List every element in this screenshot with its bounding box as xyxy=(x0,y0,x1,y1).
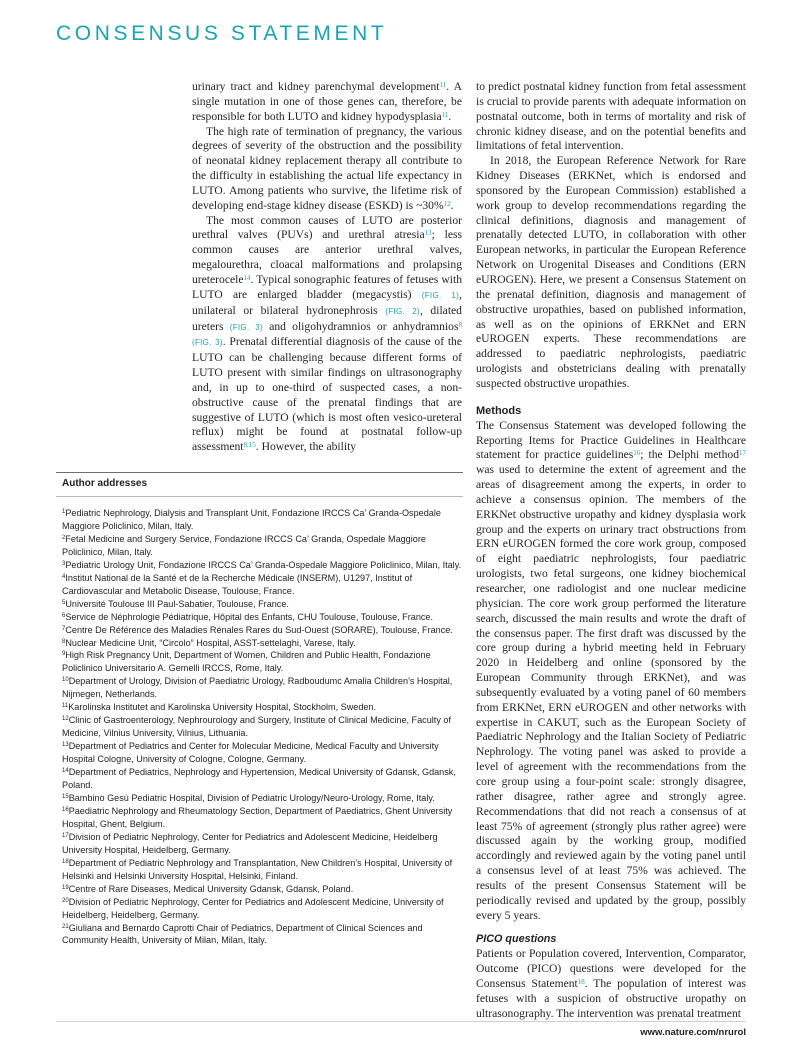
author-address-item xyxy=(62,598,463,611)
subsection-heading: PICO questions xyxy=(476,933,557,946)
affiliation-text: Giuliana and Bernardo Caprotti Chair of Pediatrics, Department of Clinical Sciences and Community Health, University of Milan, Milan, Italy. xyxy=(62,922,423,946)
affiliation-number: 19 xyxy=(62,884,69,891)
text-run: The high rate of termination of pregnancy, the various degrees of severity of the obstruction and the possibility of neonatal kidney replacement therapy all contribute to the difficulty in establishing the actual life expectancy in LUTO. Among patients who survive, the lifetime risk of developing end-stage kidney disease (ESKD) is ~30% xyxy=(192,124,462,212)
author-address-item xyxy=(62,740,463,766)
text-run: to predict postnatal kidney function from fetal assessment is crucial to provide parents with adequate information on postnatal outcome, both in terms of mortality and risk of chronic kidney disease, and on the potential benefits and limitations of fetal intervention. xyxy=(476,80,746,153)
affiliation-text: Karolinska Institutet and Karolinska University Hospital, Stockholm, Sweden. xyxy=(68,702,377,713)
affiliation-text: Fetal Medicine and Surgery Service, Fondazione IRCCS Ca’ Granda, Ospedale Maggiore Policlinico, Milan, Italy. xyxy=(62,533,426,557)
body-paragraph xyxy=(192,125,462,214)
author-address-item xyxy=(62,805,463,831)
citation-ref: 8,15 xyxy=(243,441,256,450)
citation-ref: 16 xyxy=(633,449,641,458)
author-address-item xyxy=(62,701,463,714)
citation-ref: 13 xyxy=(424,229,432,238)
body-paragraph xyxy=(476,154,746,392)
affiliation-text: Department of Pediatrics, Nephrology and Hypertension, Medical University of Gdansk, Gdansk, Poland. xyxy=(62,767,456,791)
box-title-rule xyxy=(56,496,463,497)
figure-ref: (FIG. 3) xyxy=(229,322,264,332)
affiliation-text: Centre of Rare Diseases, Medical University Gdansk, Gdansk, Poland. xyxy=(68,883,354,894)
author-address-item xyxy=(62,507,463,533)
citation-ref: 18 xyxy=(577,978,585,987)
affiliation-text: Department of Pediatrics and Center for Molecular Medicine, Medical Faculty and University Hospital Cologne, University of Cologne, Cologne, Germany. xyxy=(62,741,439,765)
body-paragraph xyxy=(192,80,462,125)
citation-ref: 11 xyxy=(439,81,447,89)
author-address-item xyxy=(62,559,463,572)
affiliation-number: 6 xyxy=(62,612,66,619)
author-address-item xyxy=(62,831,463,857)
affiliation-number: 21 xyxy=(62,923,69,930)
affiliation-text: Institut National de la Santé et de la Recherche Médicale (INSERM), U1297, Institut of Cardiovascular and Metabolic Disease, Toulouse, France. xyxy=(62,572,413,596)
affiliation-number: 10 xyxy=(62,677,69,684)
footer-rule xyxy=(56,1021,746,1022)
citation-ref: 14 xyxy=(243,273,251,282)
affiliation-number: 20 xyxy=(62,897,69,904)
author-address-item xyxy=(62,883,463,896)
author-address-item xyxy=(62,611,463,624)
affiliation-number: 14 xyxy=(62,768,69,775)
affiliation-number: 15 xyxy=(62,793,69,800)
affiliation-text: Division of Pediatric Nephrology, Center for Pediatrics and Adolescent Medicine, Heidelberg University Hospital, Heidelberg, Germany. xyxy=(62,831,438,855)
text-run: The most common causes of LUTO are posterior urethral valves (PUVs) and urethral atresia xyxy=(192,213,462,242)
affiliation-number: 9 xyxy=(62,651,66,658)
body-column-middle xyxy=(192,80,462,455)
text-run: ; less common causes are anterior urethral valves, megalourethra, cloacal malformations and prolapsing ureterocele xyxy=(192,228,462,286)
body-paragraph xyxy=(476,80,746,154)
author-address-item xyxy=(62,649,463,675)
journal-url: www.nature.com/nrurol xyxy=(640,1027,746,1038)
affiliation-text: Université Toulouse III Paul-Sabatier, Toulouse, France. xyxy=(65,598,289,609)
affiliation-number: 8 xyxy=(62,638,66,645)
text-run: urinary tract and kidney parenchymal development xyxy=(192,80,440,93)
affiliation-text: Division of Pediatric Nephrology, Center for Pediatrics and Adolescent Medicine, University of Heidelberg, Heidelberg, Germany. xyxy=(62,896,444,920)
author-address-item xyxy=(62,922,463,948)
text-run: . xyxy=(448,109,452,123)
affiliation-number: 3 xyxy=(62,560,66,567)
affiliation-number: 16 xyxy=(62,806,69,813)
citation-ref: 11 xyxy=(441,110,449,119)
figure-ref: (FIG. 2) xyxy=(385,306,420,316)
text-run: . Typical sonographic features of fetuses with LUTO are enlarged bladder (megacystis) xyxy=(192,272,462,301)
affiliation-number: 2 xyxy=(62,534,66,541)
author-address-item xyxy=(62,572,463,598)
author-address-item xyxy=(62,896,463,922)
affiliation-number: 7 xyxy=(62,625,66,632)
text-run: . However, the ability xyxy=(255,440,357,454)
author-address-list xyxy=(62,507,463,947)
body-paragraph xyxy=(476,419,746,924)
body-paragraph xyxy=(476,947,746,1021)
affiliation-number: 13 xyxy=(62,742,69,749)
text-run: . Prenatal differential diagnosis of the cause of the LUTO can be challenging because different forms of LUTO present with similar findings on ultrasonography and, in up to one-third of suspected cases, a non-obstructive cause of the prenatal findings that are suggestive of LUTO (which is most often vesico-ureteral reflux) might be found at postnatal follow-up assessment xyxy=(192,335,462,454)
affiliation-number: 4 xyxy=(62,573,66,580)
author-address-item xyxy=(62,792,463,805)
author-addresses-box xyxy=(56,472,463,947)
affiliation-number: 12 xyxy=(62,716,69,723)
affiliation-text: Pediatric Nephrology, Dialysis and Transplant Unit, Fondazione IRCCS Ca’ Granda-Ospedale Maggiore Policlinico, Milan, Italy. xyxy=(62,508,441,531)
affiliation-number: 11 xyxy=(62,703,69,710)
text-run: . The population of interest was fetuses with a suspicion of obstructive uropathy on ultrasonography. The intervention was prenatal treatment xyxy=(476,977,747,1020)
text-run: , dilated ureters xyxy=(192,303,462,333)
figure-ref: (FIG. 1) xyxy=(421,290,460,300)
section-title: CONSENSUS STATEMENT xyxy=(56,22,388,45)
text-run: In 2018, the European Reference Network for Rare Kidney Diseases (ERKNet, which is endorsed and sponsored by the European Commission) established a work group to develop recommendations regarding the clinical definitions, diagnosis and management of prenatally detected LUTO, in collaboration with other European networks, in particular the European Reference Network on Urogenital Diseases and Conditions (ERN eUROGEN). Here, we present a Consensus Statement on the prenatal definition, diagnosis and management of obstructive uropathies, based on published information, as well as on the opinions of ERKNet and ERN eUROGEN experts. These recommendations are addressed to paediatric nephrologists, paediatric urologists and obstetricians dealing with prenatally suspected obstructive uropathies. xyxy=(476,154,746,390)
text-run: was used to determine the extent of agreement and the areas of disagreement among the experts, in order to achieve a consensus opinion. The members of the ERKNet obstructive uropathy and kidney dysplasia work group and the experts on urinary tract obstructions from ERN eUROGEN formed the core work group, composed of eight paediatric nephrologists, four paediatric urologists, two fetal surgeons, one kidney biochemical researcher, one radiologist and one nuclear medicine physician. The core work group performed the literature search, discussed the main results and wrote the draft of the consensus paper. The first draft was discussed by the core group during a hybrid meeting held in February 2020 in Heidelberg and online (sponsored by the European Community through ERKNet), and was subsequently evaluated by a voting panel of 60 members from ERKNet, ERN eUROGEN and other networks with expertise in CAKUT, such as the European Society of Paediatric Nephrology and the Italian Society of Pediatric Nephrology. The voting panel was asked to provide a level of agreement with the recommendations from the core group using a four-point scale: strongly disagree, rather disagree, rather agree and strongly agree. Recommendations that did not reach a consensus of at least 75% of agreement (strongly plus rather agree) were discussed again by the working group, modified accordingly and reviewed again by the voting panel until a consensus level of at least 75% was achieved. The results of the present Consensus Statement will be periodically revised and updated by the group, possibly every 5 years. xyxy=(476,463,746,922)
citation-ref: 12 xyxy=(443,199,451,208)
affiliation-text: Service de Néphrologie Pédiatrique, Hôpital des Enfants, CHU Toulouse, Toulouse, France. xyxy=(65,611,434,622)
citation-ref: 17 xyxy=(739,449,746,458)
affiliation-text: Department of Pediatric Nephrology and Transplantation, New Children’s Hospital, University of Helsinki and Helsinki University Hospital, Helsinki, Finland. xyxy=(62,857,453,881)
box-top-rule xyxy=(56,472,463,473)
author-address-item xyxy=(62,714,463,740)
author-address-item xyxy=(62,857,463,883)
author-address-item xyxy=(62,675,463,701)
text-run: ; the Delphi method xyxy=(640,448,739,462)
text-run: The Consensus Statement was developed following the Reporting Items for Practice Guidelines in Healthcare statement for practice guidelines xyxy=(476,418,746,462)
text-run: , unilateral or bilateral hydronephrosis xyxy=(192,287,462,317)
body-paragraph xyxy=(192,214,462,456)
author-address-item xyxy=(62,766,463,792)
affiliation-text: Centre De Référence des Maladies Rénales Rares du Sud-Ouest (SORARE), Toulouse, France. xyxy=(65,624,453,635)
citation-ref: 8 xyxy=(458,320,462,329)
affiliation-text: High Risk Pregnancy Unit, Department of Women, Children and Public Health, Fondazione Policlinico Universitario A. Gemelli IRCCS, Rome, Italy. xyxy=(62,650,431,674)
affiliation-text: Paediatric Nephrology and Rheumatology Section, Department of Paediatrics, Ghent University Hospital, Ghent, Belgium. xyxy=(62,805,453,829)
affiliation-text: Department of Urology, Division of Paediatric Urology, Radboudumc Amalia Children’s Hospital, Nijmegen, Netherlands. xyxy=(62,676,453,700)
affiliation-number: 1 xyxy=(62,509,66,515)
affiliation-text: Pediatric Urology Unit, Fondazione IRCCS Ca’ Granda-Ospedale Maggiore Policlinico, Milan, Italy. xyxy=(65,559,462,570)
author-address-item xyxy=(62,533,463,559)
text-run: . xyxy=(450,198,454,212)
affiliation-text: Clinic of Gastroenterology, Nephrourology and Surgery, Institute of Clinical Medicine, Faculty of Medicine, Vilnius University, Vilnius, Lithuania. xyxy=(62,715,451,739)
body-column-right xyxy=(476,80,746,1022)
text-run: and oligohydramnios or anhydramnios xyxy=(263,319,459,333)
figure-ref: (FIG. 3) xyxy=(192,338,223,348)
affiliation-number: 5 xyxy=(62,599,66,606)
author-address-item xyxy=(62,624,463,637)
affiliation-text: Bambino Gesù Pediatric Hospital, Division of Pediatric Urology/Neuro-Urology, Rome, Italy. xyxy=(68,792,435,803)
section-heading: Methods xyxy=(476,404,522,417)
text-run: Patients or Population covered, Intervention, Comparator, Outcome (PICO) questions were developed for the Consensus Statement xyxy=(476,947,746,991)
affiliation-number: 18 xyxy=(62,858,69,865)
author-addresses-title: Author addresses xyxy=(62,478,148,489)
affiliation-text: Nuclear Medicine Unit, “Circolo” Hospital, ASST-settelaghi, Varese, Italy. xyxy=(65,637,356,648)
affiliation-number: 17 xyxy=(62,832,69,839)
author-address-item xyxy=(62,637,463,650)
text-run: . A single mutation in one of those genes can, therefore, be responsible for both LUTO and kidney hypodysplasia xyxy=(192,80,462,123)
